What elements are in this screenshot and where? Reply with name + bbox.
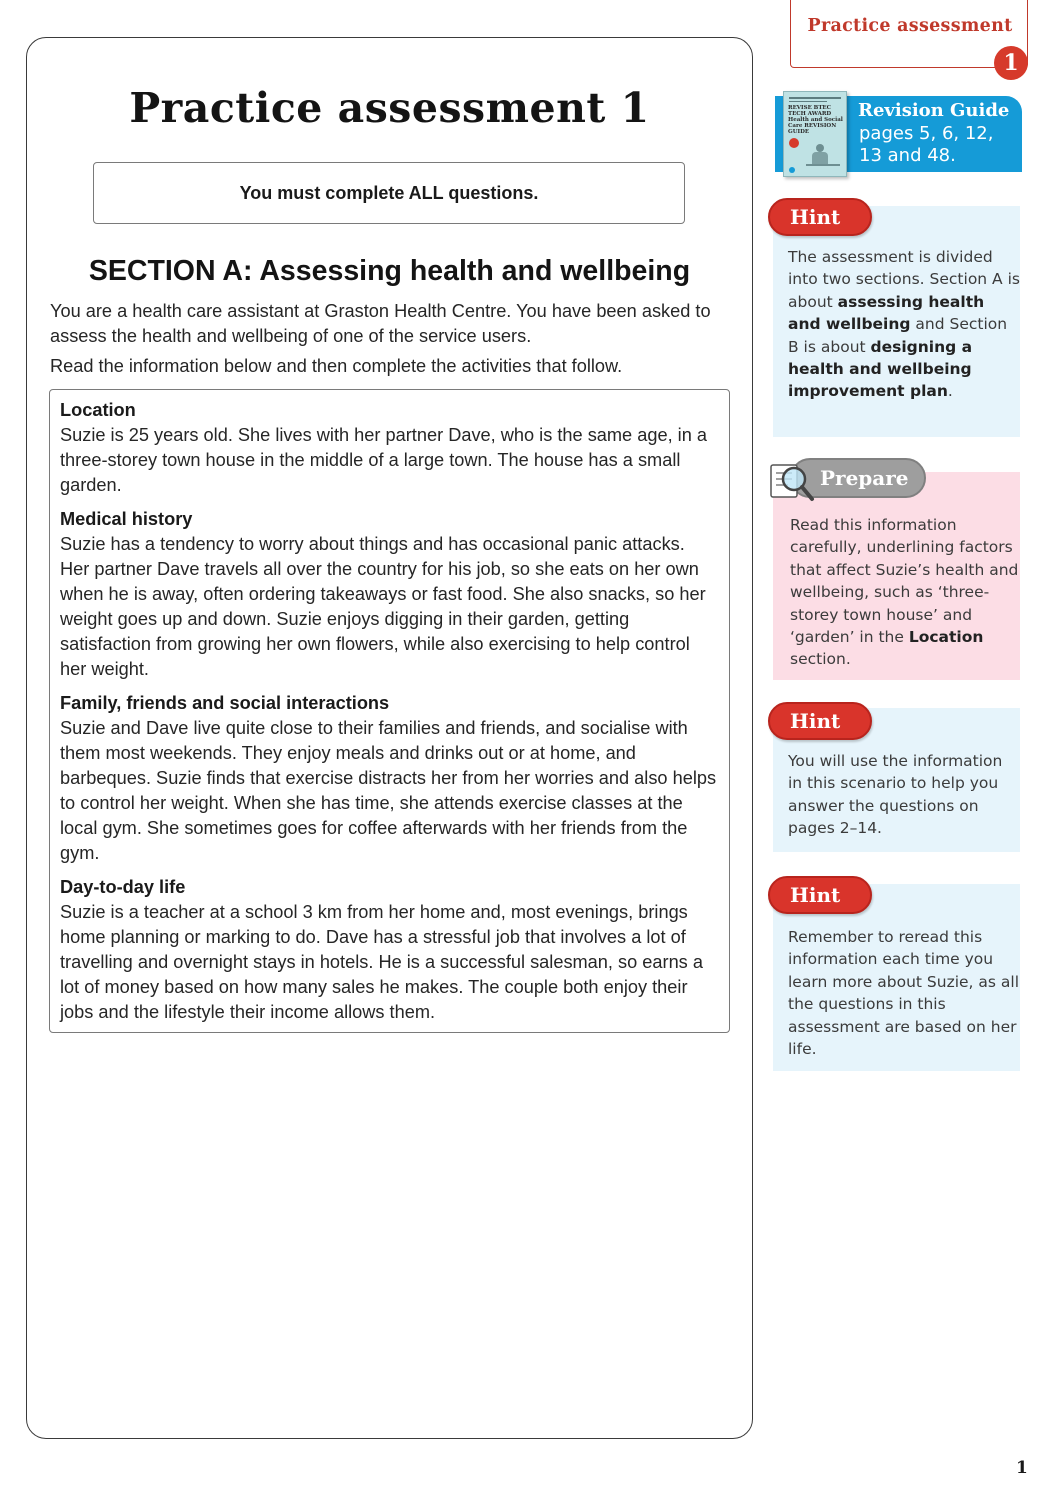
intro-text [50, 299, 730, 379]
hint-note-1: The assessment is divided into two sections. Section A is about assessing health and wellbeing and Section B is about designing a health and wellbeing improvement plan. [773, 206, 1020, 437]
section-heading: SECTION A: Assessing health and wellbeing [88, 255, 691, 287]
header-tab [790, 0, 1028, 68]
hint-emphasis: assessing health and wellbeing [788, 292, 985, 334]
hint-note-3: Remember to reread this information each time you learn more about Suzie, as all the questions in this assessment are based on her life. [773, 884, 1020, 1071]
scenario-body: Suzie is a teacher at a school 3 km from her home and, most evenings, brings home planning or marking to do. Dave has a stressful job that involves a lot of travelling and overnight stays in hotels. He is a successful salesman, so earns a lot of money based on how many sales he makes. The couple both enjoy their jobs and the lifestyle their income allows them. [60, 902, 703, 1022]
scenario-section-location [60, 398, 719, 498]
book-illustration-icon [806, 142, 840, 166]
assessment-number-badge: 1 [994, 46, 1028, 80]
intro-paragraph: You are a health care assistant at Graston Health Centre. You have been asked to assess the health and wellbeing of one of the service users. [50, 301, 711, 346]
prepare-badge: Prepare [790, 458, 926, 498]
book-cover-text: REVISE BTEC TECH AWARD Health and Social Care REVISION GUIDE [788, 105, 843, 135]
hint-badge: Hint [768, 198, 872, 236]
revision-guide-title: Revision Guide [858, 100, 1010, 121]
scenario-heading: Family, friends and social interactions [60, 693, 390, 713]
hint-badge: Hint [768, 876, 872, 914]
hint-note-2: You will use the information in this scenario to help you answer the questions on pages 2–14. [773, 708, 1020, 852]
page-title: Practice assessment 1 [129, 84, 650, 132]
revision-guide-pages: pages 5, 6, 12, 13 and 48. [859, 123, 994, 166]
publisher-logo-icon [789, 167, 795, 173]
scenario-box [49, 389, 730, 1033]
prepare-note: Read this information carefully, underlining factors that affect Suzie’s health and wellbeing, such as ‘three-storey town house’ and ‘garden’ in the Location section. [773, 472, 1020, 680]
scenario-body: Suzie is 25 years old. She lives with her partner Dave, who is the same age, in a three-storey town house in the middle of a large town. The house has a small garden. [60, 425, 707, 495]
instruction-box [93, 162, 685, 224]
scenario-body: Suzie and Dave live quite close to their families and friends, and socialise with them most weekends. They enjoy meals and drinks out or at home, and barbeques. Suzie finds that exercise distracts her from her worries and also helps to control her weight. When she has time, she attends exercise classes at the local gym. She sometimes goes for coffee afterwards with her friends from the gym. [60, 718, 717, 863]
header-tab-label: Practice assessment [807, 16, 1013, 36]
scenario-section-medical-history [60, 507, 719, 682]
book-logo-icon [789, 138, 799, 148]
revision-guide-book-cover [783, 91, 847, 177]
intro-paragraph: Read the information below and then complete the activities that follow. [50, 356, 623, 376]
scenario-heading: Medical history [60, 509, 193, 529]
scenario-heading: Location [60, 400, 136, 420]
hint-emphasis: designing a health and wellbeing improvement plan [788, 337, 973, 401]
scenario-heading: Day-to-day life [60, 877, 186, 897]
magnifier-notepad-icon [768, 459, 818, 509]
prepare-emphasis: Location [908, 628, 984, 647]
page-number: 1 [1016, 1458, 1028, 1478]
hint-badge: Hint [768, 702, 872, 740]
scenario-section-day-to-day [60, 875, 719, 1025]
scenario-section-family [60, 691, 719, 866]
instruction-text: You must complete ALL questions. [239, 182, 539, 203]
scenario-body: Suzie has a tendency to worry about things and has occasional panic attacks. Her partner Dave travels all over the country for his job, so she eats on her own when he is away, often ordering takeaways or fast food. She also snacks, so her weight goes up and down. Suzie enjoys digging in their garden, getting satisfaction from growing her own flowers, while also exercising to help control her weight. [60, 534, 706, 679]
